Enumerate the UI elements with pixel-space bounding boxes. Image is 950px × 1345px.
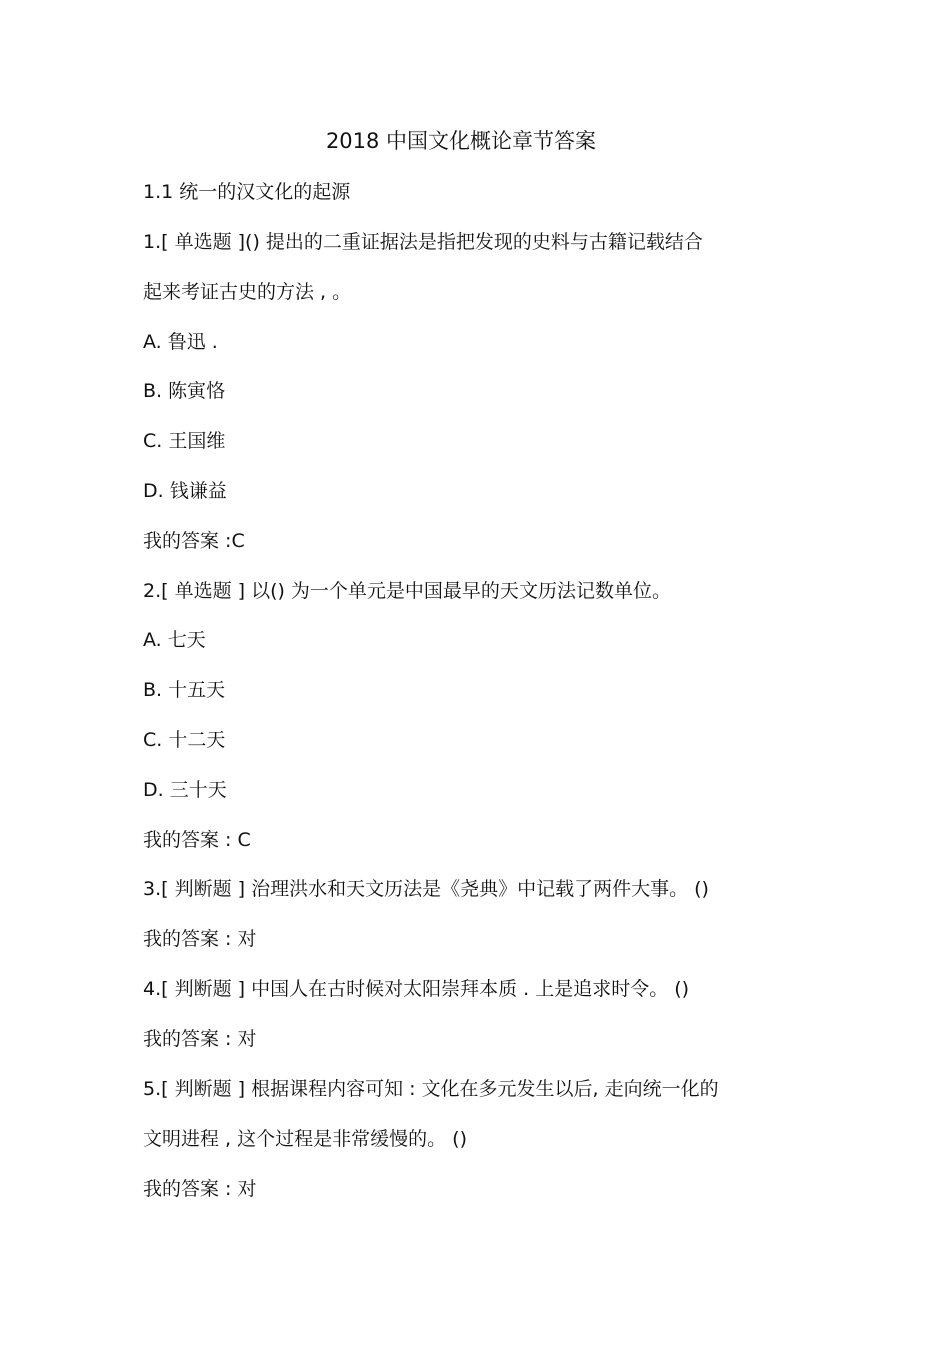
question-4-answer: 我的答案 : 对 (143, 1028, 257, 1050)
question-4-stem-line-1: 4.[ 判断题 ] 中国人在古时候对太阳崇拜本质 . 上是追求时令。 () (143, 978, 690, 1000)
question-2-answer: 我的答案 : C (143, 829, 251, 851)
question-1-answer: 我的答案 :C (143, 530, 245, 552)
question-1-stem-line-2: 起来考证古史的方法 , 。 (143, 281, 352, 303)
question-2-option-a: A. 七天 (143, 629, 206, 651)
question-1-option-c: C. 王国维 (143, 430, 226, 452)
question-5-answer: 我的答案 : 对 (143, 1178, 257, 1200)
question-1-option-d: D. 钱谦益 (143, 480, 227, 502)
question-2-stem-line-1: 2.[ 单选题 ] 以() 为一个单元是中国最早的天文历法记数单位。 (143, 580, 671, 602)
question-3-stem-line-1: 3.[ 判断题 ] 治理洪水和天文历法是《尧典》中记载了两件大事。 () (143, 878, 709, 900)
section-heading: 1.1 统一的汉文化的起源 (143, 181, 351, 203)
question-5-stem-line-2: 文明进程 , 这个过程是非常缓慢的。 () (143, 1128, 467, 1150)
question-3-answer: 我的答案 : 对 (143, 928, 257, 950)
question-2-option-b: B. 十五天 (143, 679, 226, 701)
question-5-stem-line-1: 5.[ 判断题 ] 根据课程内容可知 : 文化在多元发生以后, 走向统一化的 (143, 1078, 719, 1100)
question-1-option-a: A. 鲁迅 . (143, 331, 218, 353)
question-1-option-b: B. 陈寅恪 (143, 380, 226, 402)
question-1-stem-line-1: 1.[ 单选题 ]() 提出的二重证据法是指把发现的史料与古籍记载结合 (143, 231, 703, 253)
document-title: 2018 中国文化概论章节答案 (325, 129, 597, 153)
question-2-option-c: C. 十二天 (143, 729, 226, 751)
question-2-option-d: D. 三十天 (143, 779, 227, 801)
